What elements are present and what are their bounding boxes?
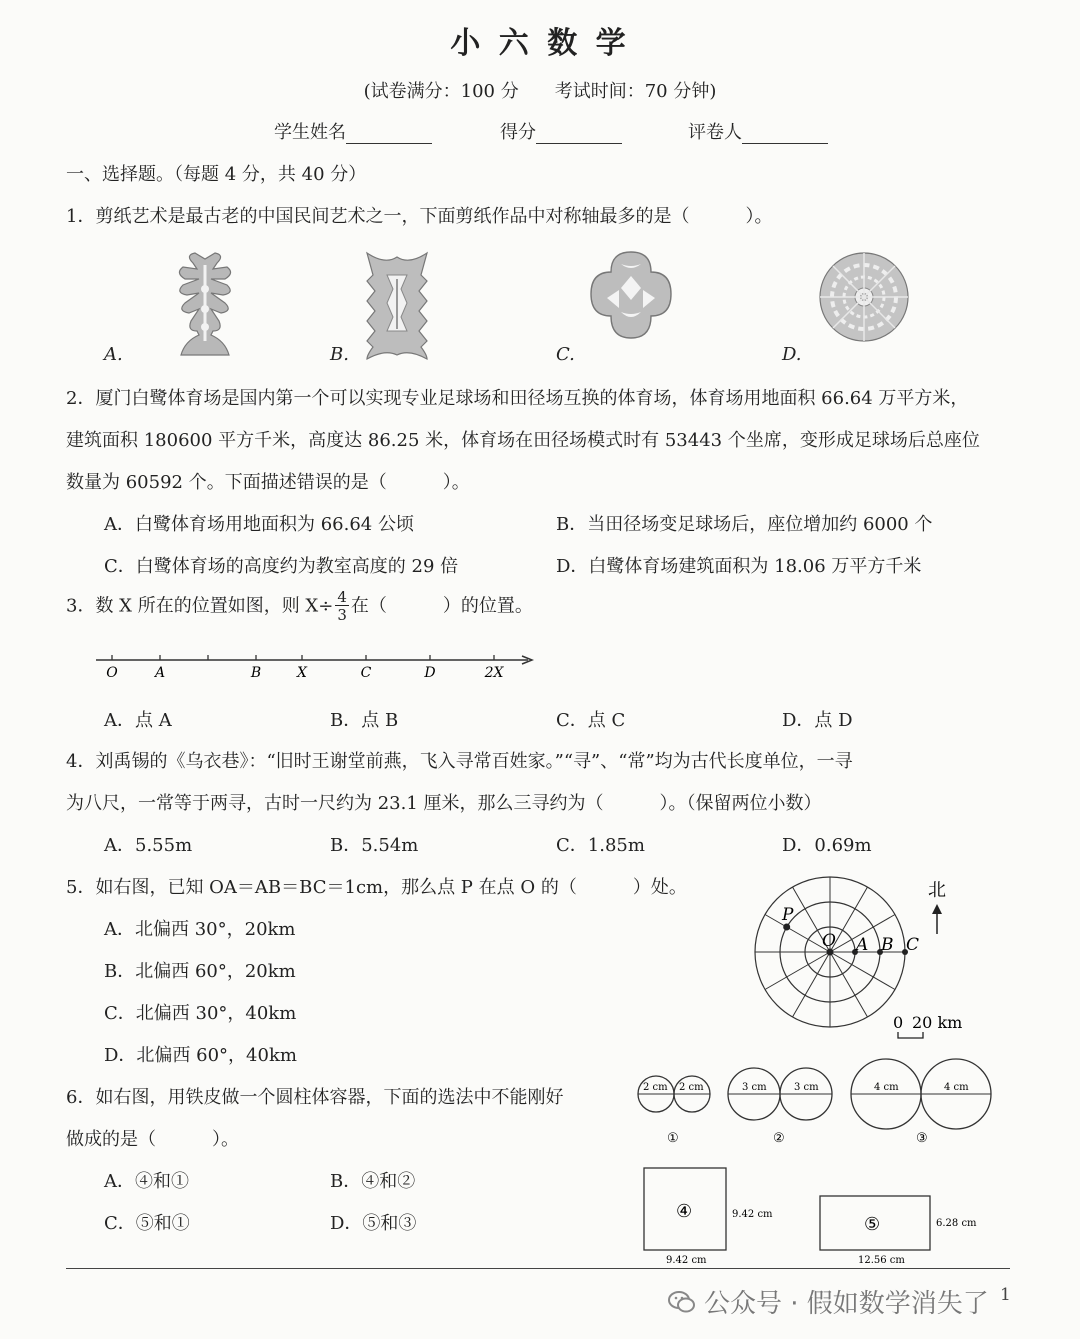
circle-1-left-label: 2 cm xyxy=(643,1082,668,1093)
question-1-text-end: ）。 xyxy=(745,206,773,227)
grader-field xyxy=(688,118,828,144)
papercut-b-icon xyxy=(367,253,427,359)
question-5-option-d: D．北偏西 60°，40km xyxy=(104,1045,297,1066)
number-line-label: O xyxy=(106,665,118,681)
question-3-text-mid: 在（ xyxy=(350,595,387,617)
circle-3-right-label: 4 cm xyxy=(944,1082,969,1093)
cylinder-parts-figure xyxy=(630,1052,1010,1267)
exam-subtitle: (试卷满分：100 分 考试时间：70 分钟) xyxy=(363,81,717,102)
papercut-d-icon xyxy=(820,253,908,341)
question-2-option-d: D．白鹭体育场建筑面积为 18.06 万平方千米 xyxy=(556,556,922,577)
question-3-stem xyxy=(66,590,533,623)
point-c-label: C xyxy=(906,935,920,955)
number-line-label: A xyxy=(154,665,166,681)
rectangle-5-side-label: 6.28 cm xyxy=(936,1218,977,1229)
number-line-ticks xyxy=(106,655,504,681)
question-2-option-b: B．当田径场变足球场后，座位增加约 6000 个 xyxy=(556,514,933,535)
question-3-option-d: D．点 D xyxy=(782,710,853,731)
score-label: 得分 xyxy=(500,122,536,143)
scale-zero-label: 0 xyxy=(893,1013,904,1032)
papercut-a-icon xyxy=(179,253,230,355)
question-4-line-2 xyxy=(66,789,822,815)
question-4-line-1: 4．刘禹锡的《乌衣巷》：“旧时王谢堂前燕，飞入寻常百姓家。”“寻”、“常”均为古代长度单位，一寻 xyxy=(66,751,853,772)
wechat-icon xyxy=(668,1289,696,1315)
question-1-stem xyxy=(66,202,772,228)
student-name-label: 学生姓名 xyxy=(274,122,346,143)
question-3-option-a: A．点 A xyxy=(104,710,172,731)
question-1-option-d: D. xyxy=(782,344,802,365)
fraction-numerator: 4 xyxy=(337,588,347,606)
section-heading: 一、选择题。（每题 4 分，共 40 分） xyxy=(66,164,367,185)
watermark xyxy=(668,1283,989,1320)
page-title: 小 六 数 学 xyxy=(450,26,630,61)
question-5-option-c: C．北偏西 30°，40km xyxy=(104,1003,297,1024)
question-1-option-b: B. xyxy=(330,344,349,365)
circle-2-left-label: 3 cm xyxy=(742,1082,767,1093)
score-blank xyxy=(536,125,622,144)
square-4-side-label: 9.42 cm xyxy=(732,1209,773,1220)
question-1-text: 1．剪纸艺术是最古老的中国民间艺术之一，下面剪纸作品中对称轴最多的是（ xyxy=(66,206,690,227)
number-line-label: D xyxy=(424,665,436,681)
rectangle-5-bottom-label: 12.56 cm xyxy=(858,1255,905,1266)
compass-ray xyxy=(765,915,830,953)
question-4-option-a: A．5.55m xyxy=(104,835,193,856)
question-2-text: 数量为 60592 个。下面描述错误的是（ xyxy=(66,472,387,493)
number-line-label: X xyxy=(297,665,307,681)
question-3-text-end: ）的位置。 xyxy=(442,595,533,617)
question-2-line-3 xyxy=(66,468,470,494)
question-6-option-b: B．④和② xyxy=(330,1171,416,1192)
shape-4-number: ④ xyxy=(676,1201,693,1222)
point-p-label: P xyxy=(782,905,794,925)
question-5-text: 5．如右图，已知 OA＝AB＝BC＝1cm，那么点 P 在点 O 的（ xyxy=(66,877,577,898)
watermark-text: 公众号 · 假如数学消失了 xyxy=(704,1289,989,1319)
question-6-text: 做成的是（ xyxy=(66,1129,156,1150)
question-5-stem xyxy=(66,873,687,899)
score-field xyxy=(500,118,622,144)
shape-5-number: ⑤ xyxy=(864,1214,881,1235)
point-o-label: O xyxy=(822,931,836,951)
footer-divider xyxy=(66,1268,1010,1269)
question-3-option-b: B．点 B xyxy=(330,710,399,731)
number-line-label: C xyxy=(360,665,372,681)
question-6-line-2 xyxy=(66,1125,239,1151)
papercut-figures xyxy=(100,245,940,370)
compass-ray xyxy=(830,952,895,990)
number-line-label: B xyxy=(250,665,262,681)
question-6-option-d: D．⑤和③ xyxy=(330,1213,417,1234)
student-name-blank xyxy=(346,125,432,144)
papercut-c-icon xyxy=(591,252,671,338)
question-1-option-c: C. xyxy=(556,344,575,365)
student-name-field xyxy=(274,118,432,144)
shape-1-number: ① xyxy=(667,1131,679,1146)
question-5-text-end: ）处。 xyxy=(632,877,687,898)
question-2-text-end: ）。 xyxy=(442,472,470,493)
question-4-option-d: D．0.69m xyxy=(782,835,872,856)
question-4-option-b: B．5.54m xyxy=(330,835,419,856)
shape-3-number: ③ xyxy=(916,1131,928,1146)
compass-ray xyxy=(830,952,868,1017)
question-6-option-a: A．④和① xyxy=(104,1171,189,1192)
square-4-bottom-label: 9.42 cm xyxy=(666,1255,707,1266)
question-1-option-a: A. xyxy=(104,344,123,365)
question-2-option-a: A．白鹭体育场用地面积为 66.64 公顷 xyxy=(104,514,414,535)
question-3-text: 3．数 X 所在的位置如图，则 X÷ xyxy=(66,595,334,617)
fraction xyxy=(335,590,349,623)
question-5-option-a: A．北偏西 30°，20km xyxy=(104,919,296,940)
question-4-text-end: ）。（保留两位小数） xyxy=(659,793,822,814)
question-2-option-c: C．白鹭体育场的高度约为教室高度的 29 倍 xyxy=(104,556,459,577)
fraction-denominator: 3 xyxy=(337,606,347,624)
question-4-option-c: C．1.85m xyxy=(556,835,645,856)
question-6-option-c: C．⑤和① xyxy=(104,1213,190,1234)
question-4-text: 为八尺，一常等于两寻，古时一尺约为 23.1 厘米，那么三寻约为（ xyxy=(66,793,604,814)
question-2-line-2: 建筑面积 180600 平方千米，高度达 86.25 米，体育场在田径场模式时有 53443 个坐席，变形成足球场后总座位 xyxy=(66,430,980,451)
scale-label: 20 km xyxy=(912,1013,963,1032)
number-line-label: 2X xyxy=(484,665,504,681)
page-number: 1 xyxy=(1000,1285,1011,1305)
question-3-option-c: C．点 C xyxy=(556,710,626,731)
compass-ray xyxy=(793,952,831,1017)
grader-label: 评卷人 xyxy=(688,122,742,143)
question-6-line-1: 6．如右图，用铁皮做一个圆柱体容器，下面的选法中不能刚好 xyxy=(66,1087,564,1108)
north-arrowhead-icon xyxy=(932,904,942,914)
circle-3-left-label: 4 cm xyxy=(874,1082,899,1093)
compass-figure xyxy=(740,870,980,1040)
question-6-text-end: ）。 xyxy=(212,1129,239,1150)
question-5-option-b: B．北偏西 60°，20km xyxy=(104,961,296,982)
north-label: 北 xyxy=(928,880,946,901)
circle-2-right-label: 3 cm xyxy=(794,1082,819,1093)
point-b-label: B xyxy=(881,935,894,955)
scale-bar xyxy=(898,1032,923,1038)
point-a-label: A xyxy=(856,935,869,955)
shape-2-number: ② xyxy=(773,1131,785,1146)
question-2-line-1: 2．厦门白鹭体育场是国内第一个可以实现专业足球场和田径场互换的体育场，体育场用地面积 66.64 万平方米， xyxy=(66,388,969,409)
number-line xyxy=(90,648,540,684)
compass-ray xyxy=(765,952,830,990)
grader-blank xyxy=(742,125,828,144)
circle-1-right-label: 2 cm xyxy=(679,1082,704,1093)
